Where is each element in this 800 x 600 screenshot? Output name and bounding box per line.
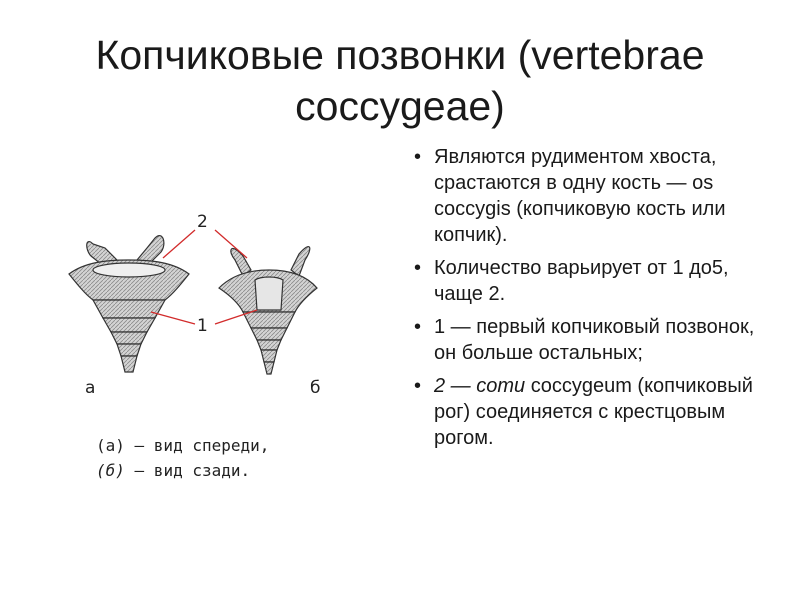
bullet-item [412,373,772,451]
bullet-list [412,144,772,458]
callout-2-line-a [163,230,195,258]
coccyx-front-view [69,236,189,372]
caption-back-text: — вид сзади. [124,461,251,480]
callout-2-label: 2 [197,212,208,232]
bullet-italic-term: 2 — comu [434,375,526,397]
bullet-item: • 1 — первый копчиковый позвонок, он больше остальных; [412,314,772,366]
view-label-b: б [310,378,321,398]
slide-title: Копчиковые позвонки (vertebrae coccygeae) [95,32,705,129]
figure-caption [96,433,356,483]
caption-line-front: (а) — вид спереди, [96,436,270,455]
view-label-a: а [85,378,96,398]
coccyx-figure [55,200,355,410]
caption-line-back [96,458,356,483]
bullet-item: • Являются рудиментом хвоста, срастаются в одну кость — os coccygis (копчиковую кость или копчик). [412,144,772,248]
callout-1-line-a [151,312,195,324]
caption-back-letter: (б) [96,461,125,480]
bullet-text: coccygeum (копчиковый рог) соединяется с крестцовым рогом. [434,375,753,449]
callout-1-label: 1 [197,316,208,336]
coccyx-back-view [219,247,317,374]
bullet-item: • Количество варьирует от 1 до5, чаще 2. [412,255,772,307]
